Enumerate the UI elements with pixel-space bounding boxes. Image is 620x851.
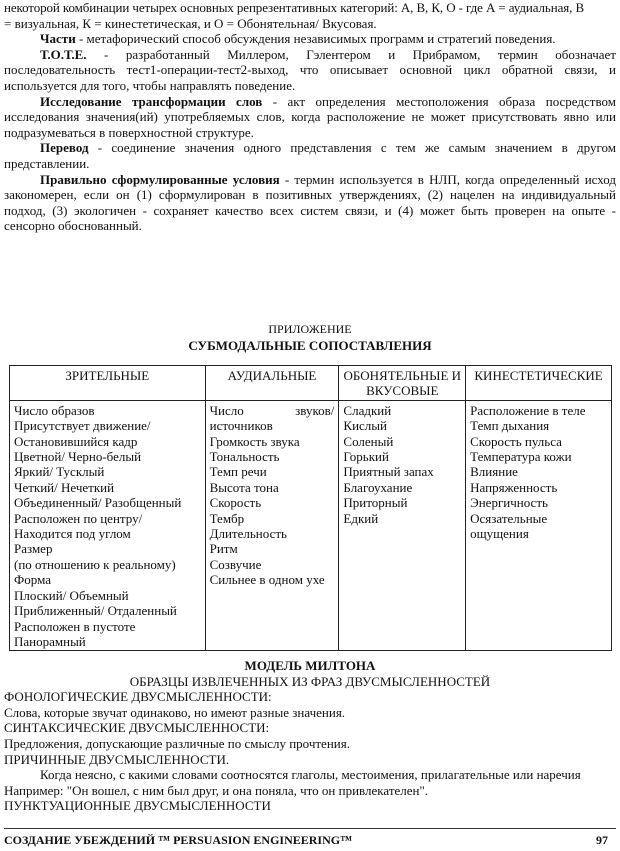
glossary-entry (4, 140, 616, 171)
list-item: ощущения (470, 526, 529, 542)
list-item: Темп речи (209, 464, 267, 480)
list-item: Приближенный/ Отдаленный (14, 603, 177, 619)
punctuation-heading: ПУНКТУАЦИОННЫЕ ДВУСМЫСЛЕННОСТИ (4, 798, 271, 814)
list-item: Температура кожи (470, 449, 572, 465)
list-item: Осязательные (470, 510, 548, 526)
intro-line-1: некоторой комбинации четырех основных репрезентативных категорий: А, В, К, О - где А = аудиальная, В (4, 0, 585, 15)
glossary-definition: - акт определения местоположения образа посредством исследования значения(ий) употребляемых слов, когда расположение не может присутствовать явно или подразумеваться в поверхностной структуре. (4, 93, 616, 140)
page-number: 97 (596, 833, 608, 847)
list-item: Четкий/ Нечеткий (14, 479, 115, 495)
list-item: Напряженность (470, 479, 558, 495)
list-item: Панорамный (14, 633, 86, 649)
phonological-text: Слова, которые звучат одинаково, но имеют разные значения. (4, 704, 346, 720)
syntactic-heading: СИНТАКСИЧЕСКИЕ ДВУСМЫСЛЕННОСТИ: (4, 720, 270, 736)
list-item: Созвучие (209, 556, 262, 572)
list-item: источников (209, 418, 273, 434)
list-item: Соленый (343, 433, 394, 449)
list-item: Расположен в пустоте (14, 618, 136, 634)
glossary-term: Т.О.Т.Е. (40, 46, 87, 62)
list-item: Благоухание (343, 479, 413, 495)
list-item: Находится под углом (14, 526, 131, 542)
list-item: Едкий (343, 510, 379, 526)
list-item: Высота тона (209, 479, 279, 495)
list-item: Длительность (209, 526, 287, 542)
page-footer (4, 828, 616, 848)
list-item: Плоский/ Объемный (14, 587, 129, 603)
milton-section (4, 658, 616, 814)
list-item: Присутствует движение/ (14, 418, 151, 434)
list-item: Цветной/ Черно-белый (14, 449, 142, 465)
glossary-entry (4, 31, 616, 47)
list-item: Кислый (343, 418, 387, 434)
list-item: Расположен по центру/ (14, 510, 143, 526)
phonological-heading: ФОНОЛОГИЧЕСКИЕ ДВУСМЫСЛЕННОСТИ: (4, 689, 272, 705)
glossary-term: Перевод (40, 140, 89, 156)
glossary-definition: - метафорический способ обсуждения независимых программ и стратегий поведения. (75, 31, 556, 47)
table-header-row (10, 366, 612, 401)
footer-title: СОЗДАНИЕ УБЕЖДЕНИЙ ™ PERSUASION ENGINEERING™ (4, 833, 353, 847)
list-item: Темп дыхания (470, 418, 550, 434)
olfactory-cell (339, 400, 466, 651)
milton-title: МОДЕЛЬ МИЛТОНА (244, 658, 376, 673)
list-item: Яркий/ Тусклый (14, 464, 105, 480)
list-item: Тембр (209, 510, 245, 526)
column-header-kinesthetic: КИНЕСТЕТИЧЕСКИЕ (466, 366, 612, 401)
glossary-term: Правильно сформулированные условия (40, 171, 280, 187)
example-text: Например: "Он вошел, с ним был друг, и она поняла, что он привлекателен". (4, 782, 429, 798)
causal-heading: ПРИЧИННЫЕ ДВУСМЫСЛЕННОСТИ. (4, 751, 230, 767)
appendix-label: ПРИЛОЖЕНИЕ (268, 322, 352, 336)
glossary-definition: - соединение значения одного представления с тем же самым значением в другом представлении. (4, 140, 616, 171)
list-item: Приятный запах (343, 464, 434, 480)
glossary-definition: - разработанный Миллером, Гэлентером и Прибрамом, термин обозначает последовательность тест1-операции-тест2-выход, что описывает основной цикл обратной связи, и используется для того, чтобы направлять поведение. (4, 46, 616, 93)
list-item: Скорость (209, 495, 262, 511)
table-row (10, 400, 612, 651)
column-header-auditory: АУДИАЛЬНЫЕ (205, 366, 339, 401)
list-item: Ритм (209, 541, 238, 557)
list-item: Форма (14, 572, 51, 588)
intro-line-2: = визуальная, К = кинестетическая, и О = Обонятельная/ Вкусовая. (4, 15, 377, 31)
list-item: Горький (343, 449, 389, 465)
list-item: Расположение в теле (470, 402, 586, 418)
glossary-entry (4, 172, 616, 234)
milton-subtitle: ОБРАЗЦЫ ИЗВЛЕЧЕННЫХ ИЗ ФРАЗ ДВУСМЫСЛЕННОСТЕЙ (129, 673, 491, 689)
glossary-term: Части (40, 31, 76, 47)
list-item: Громкость звука (209, 433, 300, 449)
column-header-olfactory: ОБОНЯТЕЛЬНЫЕ И ВКУСОВЫЕ (339, 366, 466, 401)
auditory-cell (205, 400, 339, 651)
glossary-term: Исследование трансформации слов (40, 93, 263, 109)
glossary-entry (4, 47, 616, 94)
kinesthetic-cell (466, 400, 612, 651)
list-item: Приторный (343, 495, 408, 511)
list-item: Тональность (209, 449, 280, 465)
visual-cell (10, 400, 206, 651)
appendix-title: СУБМОДАЛЬНЫЕ СОПОСТАВЛЕНИЯ (188, 337, 432, 353)
submodalities-table (9, 365, 612, 651)
list-item: Сладкий (343, 402, 392, 418)
list-item: Остановившийся кадр (14, 433, 138, 449)
list-item: Энергичность (470, 495, 548, 511)
list-item: Размер (14, 541, 53, 557)
column-header-visual: ЗРИТЕЛЬНЫЕ (10, 366, 206, 401)
causal-text: Когда неясно, с какими словами соотносятся глаголы, местоимения, прилагательные или наречия (40, 767, 581, 783)
appendix-heading (4, 322, 616, 353)
list-item: (по отношению к реальному) (14, 556, 176, 572)
list-item: Влияние (470, 464, 518, 480)
syntactic-text: Предложения, допускающие различные по смыслу прочтения. (4, 735, 350, 751)
list-item: Сильнее в одном ухе (209, 572, 325, 588)
list-item: Число образов (14, 402, 95, 418)
glossary-entry (4, 94, 616, 141)
list-item: Число звуков/ (209, 402, 335, 418)
glossary-definition: - термин используется в НЛП, когда определенный исход закономерен, если он (1) сформулирован в позитивных утверждениях, (2) нацелен на индивидуальный подход, (3) экологичен - сохраняет качество всех систем связи, и (4) может быть проверен на опыте - сенсорно обоснованный. (4, 171, 617, 234)
glossary-section (4, 0, 616, 234)
list-item: Объединенный/ Разобщенный (14, 495, 182, 511)
list-item: Скорость пульса (470, 433, 562, 449)
